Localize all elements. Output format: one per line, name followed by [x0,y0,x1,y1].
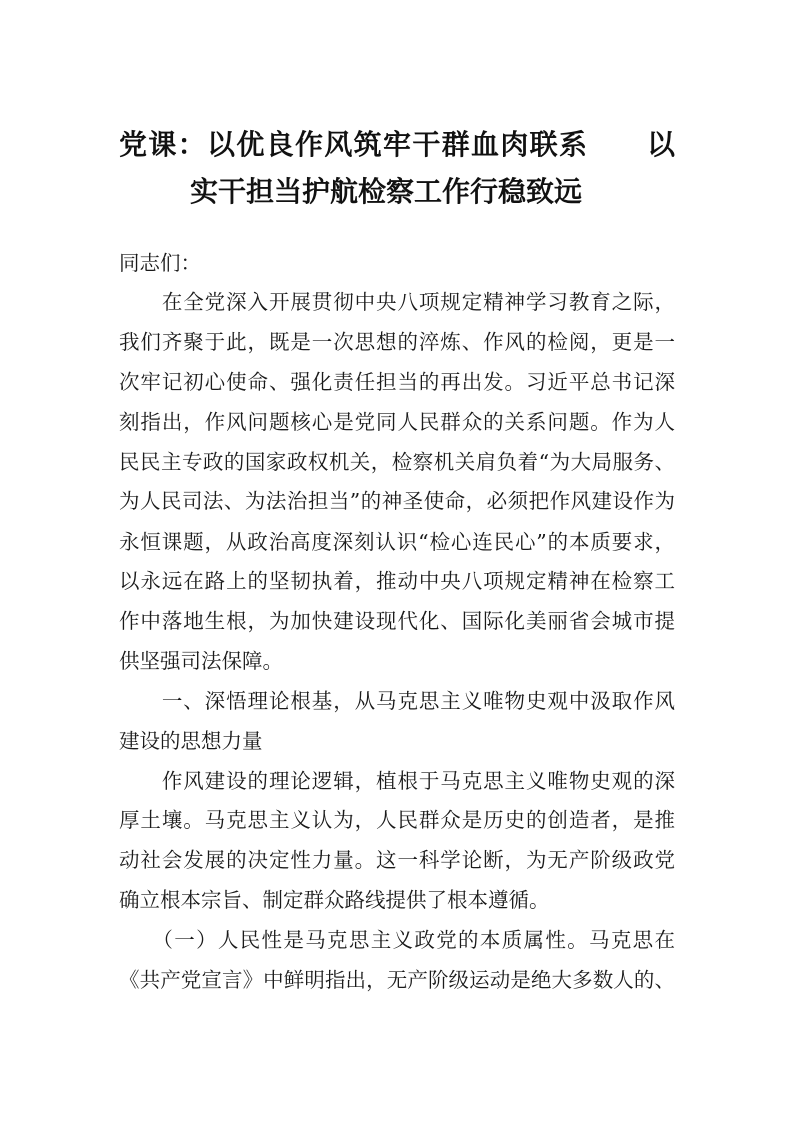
paragraph-line: 动社会发展的决定性力量。这一科学论断，为无产阶级政党 [119,848,675,872]
paragraph-line: 作风建设的理论逻辑，植根于马克思主义唯物史观的深 [119,769,675,793]
paragraph-line: 我们齐聚于此，既是一次思想的淬炼、作风的检阅，更是一 [119,330,675,354]
paragraph-line: （一）人民性是马克思主义政党的本质属性。马克思在 [119,928,675,952]
paragraph-line: 为人民司法、为法治担当”的神圣使命，必须把作风建设作为 [119,489,675,513]
paragraph-line: 在全党深入开展贯彻中央八项规定精神学习教育之际， [119,290,675,314]
paragraph-line: 供坚强司法保障。 [119,649,283,673]
paragraph-line: 《共产党宣言》中鲜明指出，无产阶级运动是绝大多数人的、 [119,968,675,992]
salutation: 同志们： [119,251,201,275]
section-heading-line: 建设的思想力量 [119,729,263,753]
paragraph-line: 以永远在路上的坚韧执着，推动中央八项规定精神在检察工 [119,569,675,593]
paragraph-line: 作中落地生根，为加快建设现代化、国际化美丽省会城市提 [119,609,675,633]
section-heading-line: 一、深悟理论根基，从马克思主义唯物史观中汲取作风 [119,689,675,713]
paragraph-line: 次牢记初心使命、强化责任担当的再出发。习近平总书记深 [119,370,675,394]
paragraph-line: 刻指出，作风问题核心是党同人民群众的关系问题。作为人 [119,410,675,434]
paragraph-line: 确立根本宗旨、制定群众路线提供了根本遵循。 [119,888,550,912]
document-title-line-1: 党课：以优良作风筑牢干群血肉联系 以 [119,128,675,161]
document-title-line-2: 实干担当护航检察工作行稳致远 [190,175,583,208]
paragraph-line: 厚土壤。马克思主义认为，人民群众是历史的创造者，是推 [119,808,675,832]
paragraph-line: 永恒课题，从政治高度深刻认识“检心连民心”的本质要求， [119,530,675,554]
paragraph-line: 民民主专政的国家政权机关，检察机关肩负着“为大局服务、 [119,450,675,474]
